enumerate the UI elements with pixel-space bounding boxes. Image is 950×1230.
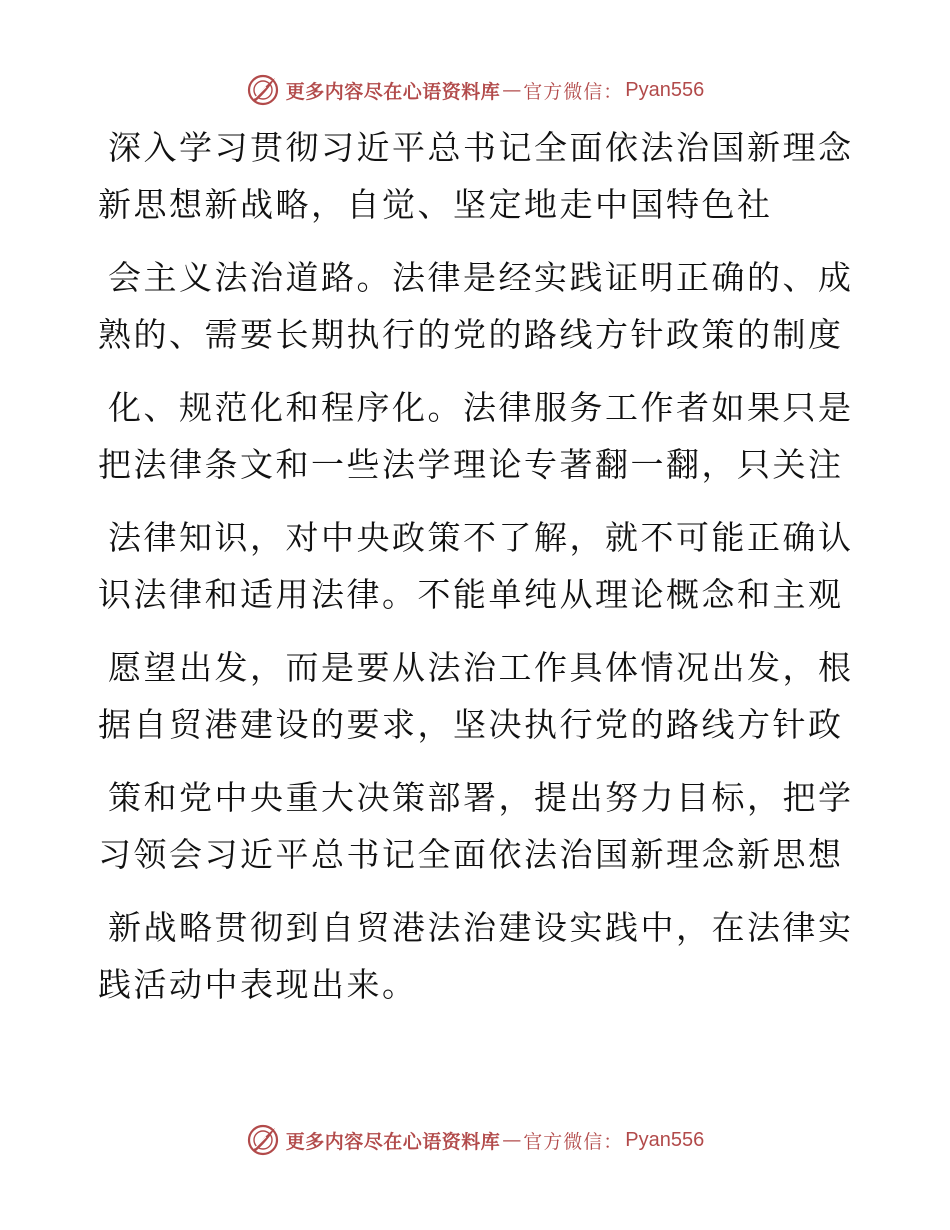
document-body — [98, 124, 854, 1018]
text-line: 会主义法治道路。法律是经实践证明正确的、成 — [108, 258, 854, 297]
text-line: 深入学习贯彻习近平总书记全面依法治国新理念 — [108, 128, 854, 167]
text-line: 化、规范化和程序化。法律服务工作者如果只是 — [108, 388, 854, 427]
banner-wechat-label: 官方微信： — [523, 1130, 624, 1153]
feather-quill-icon — [246, 73, 280, 107]
header-watermark-banner — [0, 70, 950, 110]
banner-main-text: 更多内容尽在心语资料库 — [285, 1130, 501, 1153]
text-line: 策和党中央重大决策部署，提出努力目标，把学 — [108, 778, 854, 817]
text-line: 据自贸港建设的要求，坚决执行党的路线方针政 — [98, 705, 844, 744]
text-line: 习领会习近平总书记全面依法治国新理念新思想 — [98, 835, 844, 874]
text-line: 践活动中表现出来。 — [98, 965, 418, 1004]
text-line: 愿望出发，而是要从法治工作具体情况出发，根 — [108, 648, 854, 687]
banner-main-text: 更多内容尽在心语资料库 — [285, 80, 501, 103]
text-line: 识法律和适用法律。不能单纯从理论概念和主观 — [98, 575, 844, 614]
text-line: 熟的、需要长期执行的党的路线方针政策的制度 — [98, 315, 844, 354]
banner-separator: — — [502, 1129, 522, 1151]
footer-watermark-banner — [0, 1120, 950, 1160]
banner-wechat-id: Pyan556 — [625, 78, 705, 101]
feather-quill-icon — [246, 1123, 280, 1157]
text-line: 把法律条文和一些法学理论专著翻一翻，只关注 — [98, 445, 844, 484]
text-line: 新思想新战略，自觉、坚定地走中国特色社 — [98, 185, 773, 224]
banner-wechat-id: Pyan556 — [625, 1128, 705, 1151]
text-line: 法律知识，对中央政策不了解，就不可能正确认 — [108, 518, 854, 557]
text-line: 新战略贯彻到自贸港法治建设实践中，在法律实 — [108, 908, 854, 947]
banner-wechat-label: 官方微信： — [523, 80, 624, 103]
banner-separator: — — [502, 79, 522, 101]
